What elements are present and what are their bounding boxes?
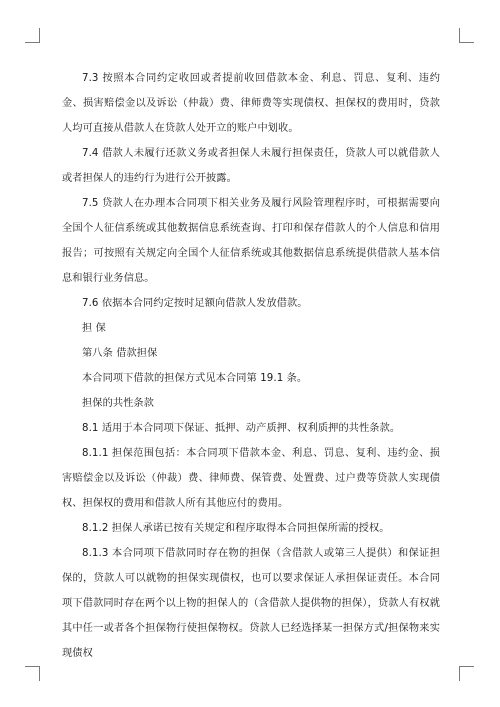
guarantee-method-note: 本合同项下借款的担保方式见本合同第 19.1 条。 [82,373,308,384]
clause-7-6: 7.6 依据本合同约定按时足额向借款人发放借款。 [82,298,308,309]
crop-mark-bottom-right [459,666,474,681]
section-heading-guarantee: 担 保 [82,323,106,334]
clause-7-4: 7.4 借款人未履行还款义务或者担保人未履行担保责任，贷款人可以就借款人或者担保人的违约行为进行公开披露。 [62,148,440,184]
clause-7-3: 7.3 按照本合同约定收回或者提前收回借款本金、利息、罚息、复利、违约金、损害赔偿金以及诉讼（仲裁）费、律师费等实现债权、担保权的费用时，贷款人均可直接从借款人在贷款人处开立的账户中划收。 [62,73,440,134]
clause-8-1-1: 8.1.1 担保范围包括：本合同项下借款本金、利息、罚息、复利、违约金、损害赔偿金以及诉讼（仲裁）费、律师费、保管费、处置费、过户费等贷款人实现债权、担保权的费用和借款人所有其他应付的费用。 [62,448,440,509]
clause-8-1-3: 8.1.3 本合同项下借款同时存在物的担保（含借款人或第三人提供）和保证担保的，贷款人可以就物的担保实现债权，也可以要求保证人承担保证责任。本合同项下借款同时存在两个以上物的担保人的（含借款人提供物的担保），贷款人有权就其中任一或者各个担保物行使担保物权。贷款人已经选择某一担保方式/担保物来实现债权 [62,548,440,659]
document-body [62,66,440,666]
crop-mark-bottom-left [25,666,40,681]
clause-7-5: 7.5 贷款人在办理本合同项下相关业务及履行风险管理程序时，可根据需要向全国个人征信系统或其他数据信息系统查询、打印和保存借款人的个人信息和信用报告；可按照有关规定向全国个人征信系统或其他数据信息系统提供借款人基本信息和银行业务信息。 [62,198,440,284]
crop-mark-top-left [25,28,40,43]
crop-mark-top-right [459,28,474,43]
common-terms-heading: 担保的共性条款 [82,398,155,409]
clause-8-1: 8.1 适用于本合同项下保证、抵押、动产质押、权利质押的共性条款。 [82,423,401,434]
clause-8-1-2: 8.1.2 担保人承诺已按有关规定和程序取得本合同担保所需的授权。 [82,523,390,534]
article-8-heading: 第八条 借款担保 [82,348,158,359]
